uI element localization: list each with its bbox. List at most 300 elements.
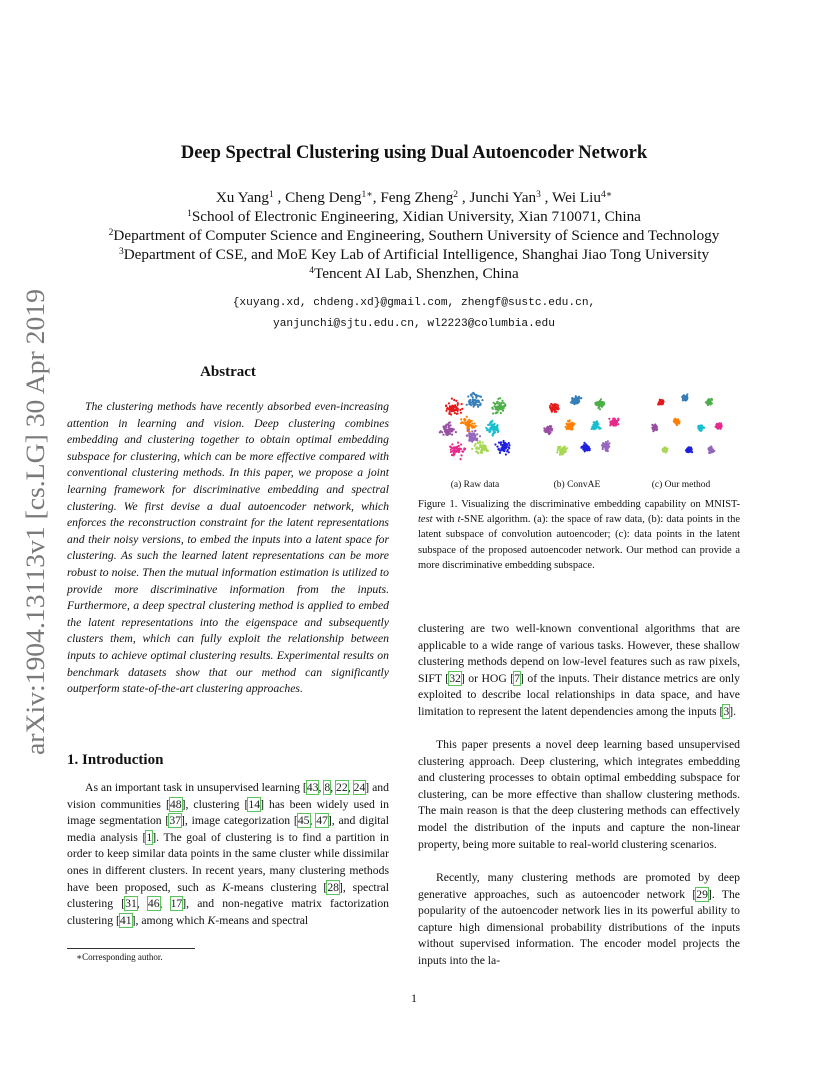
scatter-point — [446, 424, 448, 426]
scatter-point — [472, 425, 474, 427]
scatter-point — [545, 430, 547, 432]
scatter-point — [479, 402, 481, 404]
scatter-point — [499, 405, 501, 407]
scatter-point — [500, 442, 502, 444]
scatter-point — [450, 424, 452, 426]
scatter-point — [556, 451, 558, 453]
scatter-point — [448, 413, 450, 415]
scatter-point — [499, 402, 501, 404]
scatter-point — [456, 413, 458, 415]
scatter-point — [474, 437, 476, 439]
scatter-point — [508, 444, 510, 446]
scatter-point — [608, 418, 610, 420]
author-list: Xu Yang$^1$ , Cheng Deng$^{1∗}$, Feng Zheng$^2$ , Junchi Yan$^3$ , Wei Liu$^{4∗}$ — [215, 189, 613, 206]
scatter-point — [565, 426, 567, 428]
author-sup: 1∗ — [361, 190, 373, 200]
scatter-point — [445, 404, 447, 406]
scatter-point — [460, 443, 462, 445]
subcaption-convae: (b) ConvAE — [553, 480, 601, 490]
scatter-point — [496, 425, 498, 427]
scatter-point — [595, 403, 597, 405]
text-run: ], and digital media analysis [ — [67, 814, 389, 844]
scatter-point — [461, 403, 463, 405]
citation-link[interactable]: 7 — [514, 671, 520, 685]
scatter-point — [480, 451, 482, 453]
citation-link[interactable]: 24 — [353, 781, 366, 794]
scatter-point — [462, 422, 464, 424]
scatter-point — [458, 451, 460, 453]
scatter-point — [550, 428, 552, 430]
scatter-point — [583, 442, 585, 444]
scatter-point — [453, 408, 455, 410]
scatter-point — [461, 450, 463, 452]
scatter-point — [597, 407, 599, 409]
scatter-point — [609, 424, 611, 426]
scatter-point — [468, 438, 470, 440]
text-run: ], among which — [131, 913, 208, 927]
scatter-point — [479, 440, 481, 442]
scatter-point — [465, 422, 467, 424]
scatter-point — [708, 452, 710, 454]
scatter-point — [571, 425, 573, 427]
scatter-point — [459, 409, 461, 411]
citation-link[interactable]: 46 — [147, 897, 160, 911]
scatter-point — [657, 403, 659, 405]
right-paragraph-1 — [418, 621, 740, 721]
scatter-point — [482, 448, 484, 450]
text-run: t — [457, 514, 461, 526]
scatter-point — [506, 450, 508, 452]
scatter-point — [595, 427, 597, 429]
scatter-point — [499, 408, 501, 410]
footnote: ∗Corresponding author. — [76, 952, 163, 962]
scatter-point — [492, 408, 494, 410]
scatter-point — [602, 443, 604, 445]
scatter-point — [712, 450, 714, 452]
text-run: ] of the inputs. Their distance metrics are only exploited to describe local relationships in data space, and have limitation to represent the latent dependencies among the inputs [ — [418, 671, 740, 718]
scatter-point — [454, 412, 456, 414]
scatter-point — [567, 425, 569, 427]
scatter-point — [477, 441, 479, 443]
scatter-point — [600, 427, 602, 429]
scatter-point — [682, 396, 684, 398]
scatter-point — [447, 432, 449, 434]
scatter-point — [471, 434, 473, 436]
scatter-point — [605, 441, 607, 443]
scatter-point — [615, 422, 617, 424]
math-k: K — [222, 880, 230, 894]
scatter-point — [470, 395, 472, 397]
scatter-point — [442, 434, 444, 436]
author-sup: 3 — [536, 190, 541, 200]
scatter-point — [451, 429, 453, 431]
subcaption-raw-data: (a) Raw data — [450, 480, 500, 490]
scatter-point — [474, 399, 476, 401]
email-line: {xuyang.xd, chdeng.xd}@gmail.com, zhengf@sustc.edu.cn, — [232, 297, 596, 309]
scatter-point — [603, 403, 605, 405]
scatter-point — [471, 437, 473, 439]
citation-link[interactable]: 28 — [327, 880, 340, 894]
scatter-point — [455, 431, 457, 433]
scatter-point — [566, 447, 568, 449]
scatter-point — [607, 440, 609, 442]
author-sup: 1 — [269, 190, 274, 200]
citation-link[interactable]: 43 — [306, 781, 319, 794]
scatter-point — [451, 407, 453, 409]
scatter-point — [655, 428, 657, 430]
scatter-point — [701, 427, 703, 429]
scatter-point — [703, 427, 705, 429]
scatter-point — [586, 449, 588, 451]
scatter-point — [475, 448, 477, 450]
scatter-point — [467, 395, 469, 397]
citation-link[interactable]: 47 — [316, 814, 328, 828]
scatter-point — [651, 427, 653, 429]
scatter-point — [460, 418, 462, 420]
scatter-point — [556, 404, 558, 406]
scatter-point — [486, 450, 488, 452]
scatter-point — [709, 404, 711, 406]
affiliation-sup: 1 — [187, 209, 192, 219]
scatter-point — [463, 449, 465, 451]
text-run: ], clustering [ — [181, 797, 249, 811]
affiliation-text: Department of CSE, and MoE Key Lab of Artificial Intelligence, Shanghai Jiao Tong University — [123, 246, 710, 263]
scatter-point — [611, 421, 613, 423]
text-run: test — [418, 514, 433, 526]
scatter-point — [651, 424, 653, 426]
affiliation-text: Department of Computer Science and Engineering, Southern University of Science and Technology — [113, 227, 720, 244]
scatter-point — [605, 446, 607, 448]
author-name: Wei Liu — [551, 189, 601, 206]
scatter-point — [474, 445, 476, 447]
scatter-point — [574, 402, 576, 404]
scatter-point — [494, 443, 496, 445]
scatter-point — [662, 448, 664, 450]
citation-link[interactable]: 32 — [449, 671, 461, 685]
affiliation-sup: 3 — [118, 247, 124, 257]
scatter-point — [472, 401, 474, 403]
scatter-point — [493, 402, 495, 404]
scatter-point — [608, 446, 610, 448]
scatter-point — [617, 423, 619, 425]
arxiv-identifier-text: arXiv:1904.13113v1 [cs.LG] 30 Apr 2019 — [21, 316, 50, 755]
scatter-point — [468, 432, 470, 434]
scatter-point — [492, 412, 494, 414]
scatter-point — [601, 404, 603, 406]
scatter-point — [596, 424, 598, 426]
scatter-point — [653, 425, 655, 427]
scatter-point — [596, 401, 598, 403]
citation-link[interactable]: 17 — [170, 897, 183, 911]
scatter-point — [503, 405, 505, 407]
scatter-point — [461, 408, 463, 410]
scatter-point — [492, 434, 494, 436]
scatter-point — [561, 452, 563, 454]
scatter-point — [675, 421, 677, 423]
author-name: Feng Zheng — [380, 189, 454, 206]
author-emails — [60, 293, 768, 335]
scatter-point — [445, 410, 447, 412]
scatter-point — [698, 426, 700, 428]
scatter-point — [682, 398, 684, 400]
scatter-point — [455, 400, 457, 402]
scatter-point — [686, 448, 688, 450]
scatter-point — [690, 449, 692, 451]
footnote-rule — [67, 948, 195, 949]
scatter-point — [710, 450, 712, 452]
scatter-point — [488, 430, 490, 432]
scatter-point — [503, 440, 505, 442]
scatter-point — [474, 403, 476, 405]
scatter-point — [585, 447, 587, 449]
author-block — [60, 188, 768, 283]
scatter-point — [661, 399, 663, 401]
scatter-point — [479, 435, 481, 437]
scatter-point — [446, 429, 448, 431]
scatter-point — [470, 404, 472, 406]
text-run: ]. — [729, 704, 737, 718]
section-heading-introduction: 1. Introduction — [67, 752, 164, 768]
scatter-point — [573, 399, 575, 401]
scatter-point — [466, 416, 468, 418]
scatter-point — [451, 443, 453, 445]
scatter-point — [468, 424, 470, 426]
scatter-point — [449, 405, 451, 407]
text-run: ] and vision communities [ — [67, 781, 389, 811]
scatter-point — [708, 398, 710, 400]
text-run: ], spectral clustering [ — [67, 880, 389, 911]
scatter-point — [477, 452, 479, 454]
author-name: Junchi Yan — [469, 189, 537, 206]
scatter-point — [499, 397, 501, 399]
scatter-panel-our-method — [651, 393, 723, 454]
scatter-point — [508, 447, 510, 449]
scatter-point — [477, 447, 479, 449]
scatter-point — [466, 424, 468, 426]
scatter-point — [451, 398, 453, 400]
figure-1-svg — [430, 374, 730, 479]
scatter-point — [553, 404, 555, 406]
scatter-point — [546, 426, 548, 428]
email-line: yanjunchi@sjtu.edu.cn, wl2223@columbia.edu — [273, 318, 555, 330]
scatter-point — [495, 412, 497, 414]
scatter-point — [718, 422, 720, 424]
scatter-point — [504, 445, 506, 447]
scatter-point — [709, 401, 711, 403]
citation-link[interactable]: 14 — [248, 797, 261, 811]
affiliation-text: Tencent AI Lab, Shenzhen, China — [314, 265, 519, 282]
scatter-point — [481, 399, 483, 401]
scatter-point — [451, 405, 453, 407]
text-run: Recently, many clustering methods are promoted by deep generative approaches, such as autoencoder network [ — [418, 871, 740, 901]
scatter-point — [571, 422, 573, 424]
scatter-point — [477, 406, 479, 408]
citation-link[interactable]: 31 — [125, 897, 137, 911]
scatter-point — [552, 407, 554, 409]
scatter-point — [585, 444, 587, 446]
scatter-point — [508, 442, 510, 444]
abstract-text: The clustering methods have recently absorbed even-increasing attention in learning and vision. Deep clustering combines embedding and clustering together to obtain optimal embedding subspace for clustering, which can be more effective compared with conventional clustering methods. In this paper, we propose a joint learning framework for discriminative embedding and spectral clustering. We first devise a dual autoencoder network, which enforces the reconstruction constraint for the latent representations and their noisy versions, to embed the inputs into a latent space for clustering. As such the learned latent representations can be more robust to noise. Then the mutual information estimation is utilized to provide more discriminative information from the inputs. Furthermore, a deep spectral clustering method is applied to embed the latent representations into the eigenspace and subsequently clusters them, which can fully exploit the relationship between inputs to achieve optimal clustering results. Experimental results on benchmark datasets show that our method can significantly outperform state-of-the-art clustering approaches. — [67, 400, 389, 696]
citation-link[interactable]: 1 — [146, 830, 153, 844]
text-run: ]. The goal of clustering is to find a partition in order to keep similar data points in the same cluster while dissimilar ones in different clusters. In recent years, many clustering methods have been proposed, such as — [67, 830, 390, 894]
right-paragraph-3 — [418, 870, 740, 970]
scatter-point — [445, 427, 447, 429]
scatter-point — [606, 443, 608, 445]
scatter-point — [494, 403, 496, 405]
paper-title: Deep Spectral Clustering using Dual Autoencoder Network — [180, 143, 648, 163]
scatter-point — [500, 412, 502, 414]
scatter-point — [486, 429, 488, 431]
scatter-point — [706, 401, 708, 403]
affiliation-sup: 4 — [309, 266, 314, 276]
text-run: ], and non-negative matrix factorization clustering [ — [67, 897, 390, 927]
scatter-panel-raw-data — [439, 392, 511, 460]
scatter-point — [440, 430, 442, 432]
citation-link[interactable]: 41 — [119, 913, 132, 927]
page-number: 1 — [411, 991, 417, 1005]
scatter-point — [473, 423, 475, 425]
scatter-point — [711, 398, 713, 400]
scatter-point — [471, 448, 473, 450]
scatter-point — [471, 430, 473, 432]
scatter-point — [460, 458, 462, 460]
scatter-point — [497, 428, 499, 430]
scatter-point — [607, 450, 609, 452]
abstract-heading: Abstract — [200, 364, 256, 380]
scatter-point — [494, 428, 496, 430]
scatter-point — [474, 430, 476, 432]
author-name: Xu Yang — [215, 189, 269, 206]
scatter-panel-convae — [543, 395, 619, 456]
scatter-point — [460, 454, 462, 456]
scatter-point — [474, 394, 476, 396]
scatter-point — [499, 452, 501, 454]
scatter-point — [718, 425, 720, 427]
math-k: K — [207, 913, 216, 927]
scatter-point — [547, 431, 549, 433]
scatter-point — [482, 441, 484, 443]
scatter-point — [457, 404, 459, 406]
scatter-point — [480, 396, 482, 398]
scatter-point — [467, 429, 469, 431]
scatter-point — [491, 420, 493, 422]
scatter-point — [497, 448, 499, 450]
scatter-point — [555, 411, 557, 413]
subcaption-our-method: (c) Our method — [651, 480, 711, 490]
scatter-point — [466, 435, 468, 437]
scatter-point — [493, 423, 495, 425]
scatter-point — [617, 419, 619, 421]
scatter-point — [563, 451, 565, 453]
affiliation — [60, 245, 768, 264]
scatter-point — [572, 400, 574, 402]
affiliation — [60, 226, 768, 245]
scatter-point — [503, 407, 505, 409]
scatter-point — [479, 445, 481, 447]
scatter-point — [505, 453, 507, 455]
scatter-point — [558, 446, 560, 448]
text-run: with — [432, 514, 458, 526]
scatter-point — [554, 409, 556, 411]
citation-link[interactable]: 45 — [297, 814, 310, 828]
right-paragraph-2: This paper presents a novel deep learning based unsupervised clustering approach. Deep clustering, which integrates embedding and clustering processes to obtain optimal embedding subspace for clustering, can be more effective than shallow clustering methods. The main reason is that the deep clustering methods can effectively model the distribution of the inputs and capture the non-linear property, being more suitable to real-world clustering scenarios. — [418, 738, 740, 851]
scatter-point — [464, 419, 466, 421]
scatter-point — [572, 402, 574, 404]
citation-link[interactable]: 37 — [169, 814, 182, 828]
scatter-point — [460, 412, 462, 414]
text-run: ] or HOG [ — [460, 671, 515, 685]
text-run: Figure 1. Visualizing the discriminative embedding capability on MNIST- — [418, 499, 740, 510]
scatter-point — [472, 392, 474, 394]
scatter-point — [475, 425, 477, 427]
scatter-point — [476, 433, 478, 435]
scatter-point — [453, 454, 455, 456]
scatter-point — [491, 425, 493, 427]
scatter-point — [559, 450, 561, 452]
scatter-point — [569, 419, 571, 421]
scatter-point — [501, 449, 503, 451]
scatter-point — [665, 449, 667, 451]
scatter-point — [445, 433, 447, 435]
affiliation — [60, 264, 768, 283]
scatter-point — [501, 402, 503, 404]
scatter-point — [468, 421, 470, 423]
author-sup: 4∗ — [600, 190, 613, 200]
arxiv-identifier — [12, 287, 56, 757]
scatter-point — [470, 420, 472, 422]
citation-link[interactable]: 48 — [169, 797, 182, 811]
citation-link[interactable]: 3 — [723, 704, 730, 718]
scatter-point — [700, 430, 702, 432]
scatter-point — [496, 401, 498, 403]
scatter-point — [450, 451, 452, 453]
affiliation — [60, 207, 768, 226]
scatter-point — [457, 442, 459, 444]
scatter-point — [481, 444, 483, 446]
scatter-point — [684, 397, 686, 399]
citation-link[interactable]: 8 — [324, 781, 331, 794]
scatter-point — [472, 398, 474, 400]
scatter-point — [502, 410, 504, 412]
scatter-point — [660, 402, 662, 404]
intro-paragraph: As an important task in unsupervised learning [43, 8, 22, 24] and vision communities [48], clustering [14] has been widely used in image segmentation [37], image categorization [45, 47], and digital media analysis [1]. The goal of clustering is to find a partition in order to keep similar data points in the same cluster while dissimilar ones in different clusters. In recent years, many clustering methods have been proposed, such as K-means clustering [28], spectral clustering [31, 46, 17], and non-negative matrix factorization clustering [41], among which K-means and spectral — [67, 781, 390, 927]
scatter-point — [447, 407, 449, 409]
scatter-point — [448, 402, 450, 404]
scatter-point — [496, 446, 498, 448]
scatter-point — [475, 451, 477, 453]
text-run: -means clustering [ — [229, 880, 328, 894]
scatter-point — [592, 428, 594, 430]
scatter-point — [501, 400, 503, 402]
scatter-point — [497, 409, 499, 411]
scatter-point — [449, 428, 451, 430]
scatter-point — [456, 448, 458, 450]
scatter-point — [489, 422, 491, 424]
text-run: ], image categorization [ — [181, 814, 298, 828]
citation-link[interactable]: 29 — [696, 887, 708, 901]
text-run: -means and spectral — [215, 913, 309, 927]
scatter-point — [503, 449, 505, 451]
scatter-point — [674, 418, 676, 420]
scatter-point — [559, 454, 561, 456]
text-run: clustering are two well-known conventional algorithms that are applicable to a wide range of various tasks. However, these shallow clustering methods depend on low-level features such as raw pixels, SIFT [ — [418, 622, 740, 685]
text-run: ] has been widely used in image segmentation [ — [67, 797, 390, 828]
scatter-point — [576, 400, 578, 402]
figure-1-caption — [418, 497, 740, 573]
text-run: ]. The popularity of the autoencoder network lies in its powerful ability to capture high dimensional probability distributions of the inputs without supervised information. The encoder model projects the inputs into the la- — [418, 887, 740, 967]
citation-link[interactable]: 22 — [336, 781, 348, 794]
scatter-point — [468, 400, 470, 402]
